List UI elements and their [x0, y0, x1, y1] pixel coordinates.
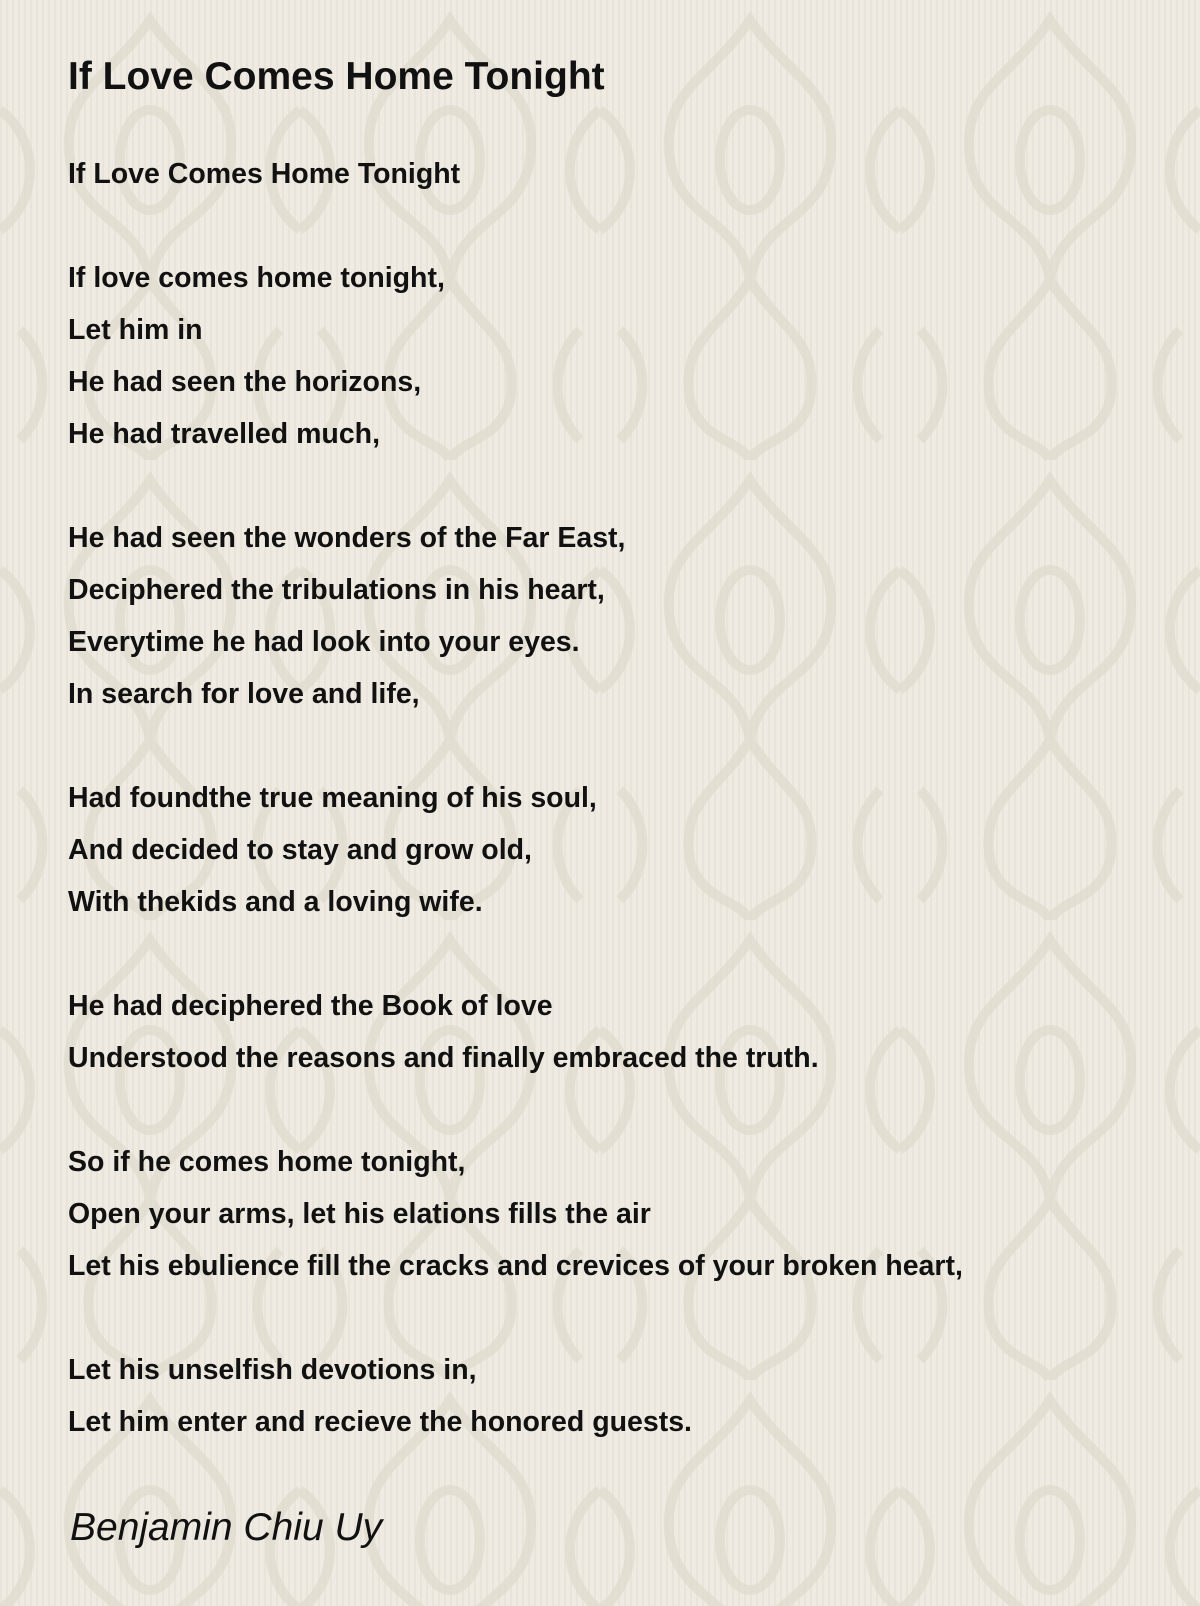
poem-line: If Love Comes Home Tonight	[68, 158, 461, 190]
poem-line: And decided to stay and grow old,	[68, 834, 532, 866]
stanza-break	[68, 200, 1168, 252]
stanza-break	[68, 460, 1168, 512]
poem-line: With thekids and a loving wife.	[68, 886, 483, 918]
poem-line: He had seen the wonders of the Far East,	[68, 522, 626, 554]
page-title: If Love Comes Home Tonight	[68, 55, 605, 98]
poem-line: In search for love and life,	[68, 678, 420, 710]
poem-line: Understood the reasons and finally embraced the truth.	[68, 1042, 819, 1074]
author-name: Benjamin Chiu Uy	[70, 1506, 383, 1549]
poem-line: Let his unselfish devotions in,	[68, 1354, 477, 1386]
poem-line: Had foundthe true meaning of his soul,	[68, 782, 597, 814]
poem-line: Everytime he had look into your eyes.	[68, 626, 580, 658]
stanza-break	[68, 928, 1168, 980]
poem-line: Let his ebulience fill the cracks and crevices of your broken heart,	[68, 1250, 963, 1282]
poem-line: He had travelled much,	[68, 418, 381, 450]
stanza-break	[68, 1084, 1168, 1136]
poem-line: He had seen the horizons,	[68, 366, 422, 398]
poem-line: Open your arms, let his elations fills the air	[68, 1198, 651, 1230]
poem-line: Let him in	[68, 314, 203, 346]
poem-line: Let him enter and recieve the honored guests.	[68, 1406, 692, 1438]
stanza-break	[68, 1292, 1168, 1344]
poem-line: If love comes home tonight,	[68, 262, 445, 294]
poem-body	[68, 148, 1168, 1448]
poem-line: He had deciphered the Book of love	[68, 990, 553, 1022]
poem-line: Deciphered the tribulations in his heart,	[68, 574, 605, 606]
stanza-break	[68, 720, 1168, 772]
poem-line: So if he comes home tonight,	[68, 1146, 466, 1178]
